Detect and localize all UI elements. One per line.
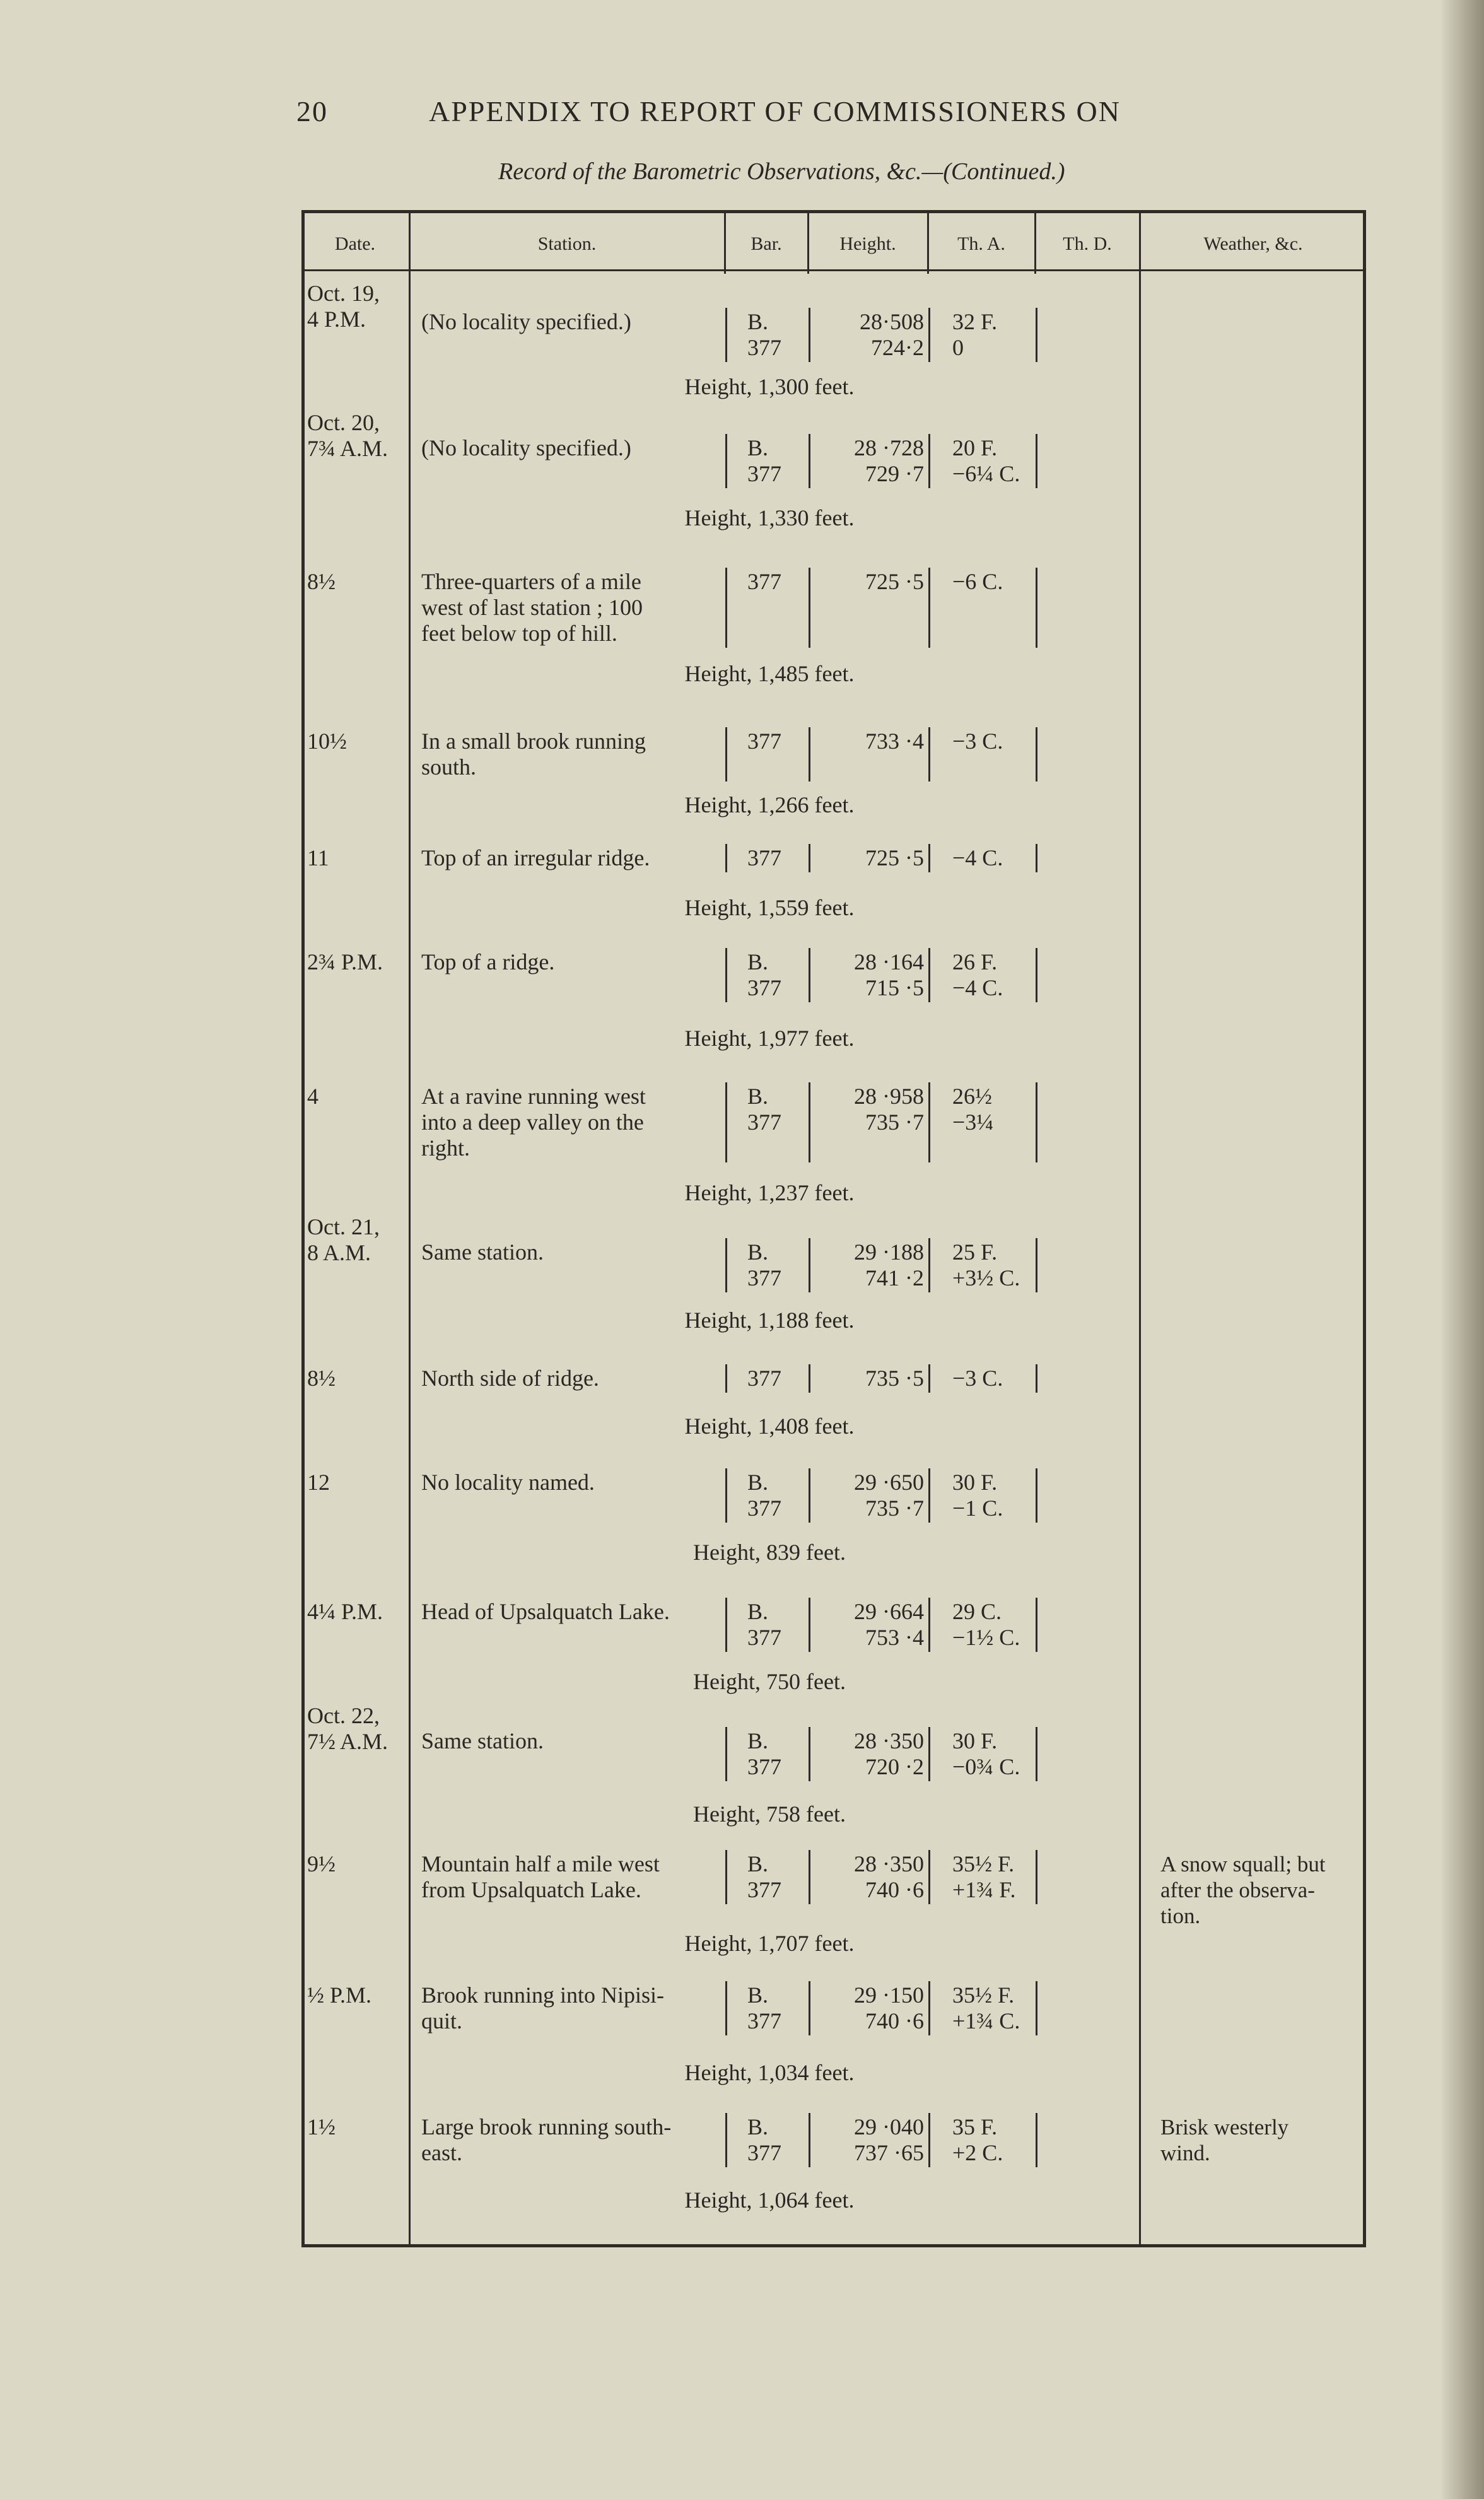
- group-rule: [1036, 2113, 1037, 2167]
- cell-bar: [747, 1728, 804, 1780]
- cell-line: wind.: [1160, 2141, 1210, 2165]
- cell-date: [307, 1470, 402, 1495]
- cell-line: 377: [747, 975, 781, 1000]
- cell-bar: [747, 1599, 804, 1651]
- column-rule-thd: [1139, 212, 1141, 2245]
- running-title: APPENDIX TO REPORT OF COMMISSIONERS ON: [429, 95, 1121, 127]
- cell-height: [828, 1851, 924, 1903]
- computed-height: Height, 1,237 feet.: [684, 1180, 855, 1205]
- cell-station: [421, 1982, 724, 2034]
- cell-bar: [747, 729, 804, 754]
- group-rule: [809, 1082, 810, 1162]
- cell-height: [828, 2114, 924, 2166]
- group-rule: [928, 1468, 930, 1523]
- cell-line: south.: [421, 754, 477, 780]
- group-rule: [809, 1727, 810, 1781]
- computed-height: Height, 1,188 feet.: [684, 1308, 855, 1333]
- group-rule: [1036, 1727, 1037, 1781]
- cell-line: −4 C.: [952, 845, 1003, 870]
- cell-line: ½ P.M.: [307, 1982, 372, 2008]
- cell-line: +3½ C.: [952, 1265, 1020, 1290]
- cell-line: A snow squall; but: [1160, 1852, 1326, 1876]
- cell-th-a: [952, 1239, 1028, 1291]
- group-rule: [725, 1468, 727, 1523]
- cell-line: At a ravine running west: [421, 1084, 646, 1109]
- cell-line: 8½: [307, 569, 336, 594]
- group-rule: [928, 2113, 930, 2167]
- cell-line: 740 ·6: [865, 2008, 924, 2034]
- group-rule: [1036, 1598, 1037, 1652]
- cell-height: [828, 1982, 924, 2034]
- group-rule: [725, 2113, 727, 2167]
- cell-line: 28 ·350: [854, 1851, 924, 1876]
- cell-line: −3¼: [952, 1109, 994, 1135]
- cell-th-a: [952, 729, 1028, 754]
- group-rule: [1036, 1238, 1037, 1292]
- group-rule: [809, 1598, 810, 1652]
- cell-date: [307, 1851, 402, 1877]
- cell-line: 7¾ A.M.: [307, 436, 389, 461]
- cell-height: [828, 1084, 924, 1135]
- group-rule: [809, 2113, 810, 2167]
- cell-line: No locality named.: [421, 1470, 595, 1495]
- cell-line: 8 A.M.: [307, 1240, 371, 1265]
- cell-line: +1¾ C.: [952, 2008, 1020, 2034]
- cell-line: B.: [747, 309, 769, 334]
- group-rule: [928, 1727, 930, 1781]
- cell-line: 28 ·350: [854, 1728, 924, 1753]
- cell-height: [828, 1599, 924, 1651]
- cell-line: 35½ F.: [952, 1851, 1015, 1876]
- cell-date: [307, 569, 402, 595]
- group-rule: [928, 568, 930, 648]
- cell-th-a: [952, 2114, 1028, 2166]
- cell-th-a: [952, 1470, 1028, 1521]
- cell-line: 720 ·2: [865, 1754, 924, 1779]
- group-rule: [725, 434, 727, 488]
- cell-line: Three-quarters of a mile: [421, 569, 641, 594]
- cell-line: feet below top of hill.: [421, 621, 617, 646]
- cell-line: 377: [747, 2140, 781, 2165]
- cell-line: In a small brook running: [421, 729, 646, 754]
- computed-height: Height, 1,330 feet.: [684, 505, 855, 530]
- cell-line: 2¾ P.M.: [307, 949, 383, 974]
- cell-bar: [747, 1982, 804, 2034]
- header-rule: [301, 269, 1366, 271]
- group-rule: [809, 308, 810, 362]
- cell-date: [307, 729, 402, 754]
- cell-line: B.: [747, 1599, 769, 1624]
- group-rule: [725, 1981, 727, 2035]
- cell-line: 741 ·2: [865, 1265, 924, 1290]
- cell-line: (No locality specified.): [421, 435, 631, 460]
- group-rule: [725, 844, 727, 872]
- cell-line: 715 ·5: [865, 975, 924, 1000]
- cell-line: Top of a ridge.: [421, 949, 555, 974]
- col-header-weather: Weather, &c.: [1203, 233, 1303, 254]
- cell-line: 12: [307, 1470, 330, 1495]
- cell-line: 737 ·65: [854, 2140, 924, 2165]
- cell-line: Top of an irregular ridge.: [421, 845, 650, 870]
- cell-line: 735 ·7: [865, 1109, 924, 1135]
- cell-line: 26½: [952, 1084, 992, 1109]
- group-rule: [809, 568, 810, 648]
- cell-line: Oct. 22,: [307, 1703, 380, 1728]
- group-rule: [928, 434, 930, 488]
- cell-bar: [747, 435, 804, 487]
- computed-height: Height, 1,707 feet.: [684, 1931, 855, 1956]
- group-rule: [809, 1850, 810, 1904]
- computed-height: Height, 758 feet.: [693, 1801, 846, 1827]
- cell-line: 4: [307, 1084, 318, 1109]
- cell-bar: [747, 1366, 804, 1391]
- cell-date: [307, 1599, 402, 1625]
- cell-line: 29 ·188: [854, 1239, 924, 1265]
- cell-th-a: [952, 309, 1028, 361]
- group-rule: [725, 1850, 727, 1904]
- group-rule: [1036, 568, 1037, 648]
- col-header-bar: Bar.: [751, 233, 782, 254]
- page-number: 20: [296, 95, 328, 127]
- computed-height: Height, 1,300 feet.: [684, 374, 855, 399]
- group-rule: [1036, 1981, 1037, 2035]
- cell-station: [421, 1851, 724, 1903]
- cell-line: 4 P.M.: [307, 307, 366, 332]
- cell-date: [307, 1703, 402, 1755]
- group-rule: [928, 844, 930, 872]
- cell-line: 29 ·664: [854, 1599, 924, 1624]
- cell-station: [421, 949, 724, 975]
- cell-station: [421, 569, 724, 647]
- cell-line: 20 F.: [952, 435, 998, 460]
- column-rule-date: [409, 212, 411, 2245]
- cell-line: 4¼ P.M.: [307, 1599, 383, 1624]
- cell-line: +1¾ F.: [952, 1877, 1016, 1902]
- cell-height: [828, 729, 924, 754]
- cell-date: [307, 1982, 402, 2008]
- group-rule: [928, 1598, 930, 1652]
- group-rule: [928, 1981, 930, 2035]
- group-rule: [725, 1082, 727, 1162]
- cell-line: −3 C.: [952, 729, 1003, 754]
- cell-station: [421, 1728, 724, 1754]
- cell-weather: [1160, 2114, 1362, 2166]
- cell-date: [307, 1214, 402, 1266]
- computed-height: Height, 1,559 feet.: [684, 895, 855, 920]
- group-rule: [1036, 727, 1037, 781]
- cell-line: 9½: [307, 1851, 336, 1876]
- cell-line: 377: [747, 1754, 781, 1779]
- computed-height: Height, 1,266 feet.: [684, 792, 855, 817]
- cell-line: 724·2: [871, 335, 924, 360]
- cell-line: Head of Upsalquatch Lake.: [421, 1599, 670, 1624]
- cell-station: [421, 1239, 724, 1265]
- cell-weather: [1160, 1851, 1362, 1929]
- group-rule: [809, 844, 810, 872]
- group-rule: [1036, 1364, 1037, 1393]
- col-header-th-d: Th. D.: [1063, 233, 1112, 254]
- computed-height: Height, 750 feet.: [693, 1669, 846, 1694]
- cell-height: [828, 569, 924, 595]
- col-header-height: Height.: [839, 233, 896, 254]
- page-gutter-shadow: [1440, 0, 1484, 2499]
- group-rule: [809, 1468, 810, 1523]
- cell-line: 377: [747, 1625, 781, 1650]
- group-rule: [928, 948, 930, 1002]
- cell-line: B.: [747, 949, 769, 974]
- group-rule: [1036, 308, 1037, 362]
- cell-station: [421, 2114, 724, 2166]
- cell-th-a: [952, 949, 1028, 1001]
- cell-line: 735 ·5: [865, 1366, 924, 1391]
- page-header: [296, 95, 1242, 139]
- col-header-station: Station.: [537, 233, 597, 254]
- cell-line: Oct. 21,: [307, 1214, 380, 1239]
- computed-height: Height, 1,408 feet.: [684, 1413, 855, 1439]
- group-rule: [725, 1238, 727, 1292]
- cell-line: 377: [747, 845, 781, 870]
- cell-line: 10½: [307, 729, 347, 754]
- cell-line: −4 C.: [952, 975, 1003, 1000]
- cell-date: [307, 281, 402, 332]
- cell-line: (No locality specified.): [421, 309, 631, 334]
- cell-line: 28 ·164: [854, 949, 924, 974]
- cell-line: Oct. 20,: [307, 410, 380, 435]
- cell-line: B.: [747, 1851, 769, 1876]
- group-rule: [928, 308, 930, 362]
- cell-line: North side of ridge.: [421, 1366, 599, 1391]
- cell-line: 29 ·040: [854, 2114, 924, 2139]
- computed-height: Height, 1,977 feet.: [684, 1026, 855, 1051]
- group-rule: [928, 1850, 930, 1904]
- group-rule: [809, 1238, 810, 1292]
- cell-line: 28·508: [860, 309, 924, 334]
- cell-height: [828, 1366, 924, 1391]
- cell-line: 725 ·5: [865, 845, 924, 870]
- computed-height: Height, 1,064 feet.: [684, 2187, 855, 2213]
- cell-bar: [747, 1084, 804, 1135]
- cell-line: 32 F.: [952, 309, 998, 334]
- group-rule: [928, 1238, 930, 1292]
- cell-height: [828, 1728, 924, 1780]
- table-caption: Record of the Barometric Observations, &c.—(Continued.): [498, 158, 1065, 185]
- cell-line: B.: [747, 1982, 769, 2008]
- cell-station: [421, 845, 724, 871]
- cell-bar: [747, 1470, 804, 1521]
- cell-line: B.: [747, 1084, 769, 1109]
- cell-line: −3 C.: [952, 1366, 1003, 1391]
- cell-line: 740 ·6: [865, 1877, 924, 1902]
- cell-line: 8½: [307, 1366, 336, 1391]
- cell-th-a: [952, 1084, 1028, 1135]
- cell-line: B.: [747, 2114, 769, 2139]
- cell-line: 11: [307, 845, 329, 870]
- cell-th-a: [952, 1366, 1028, 1391]
- group-rule: [725, 1364, 727, 1393]
- cell-line: 377: [747, 2008, 781, 2034]
- cell-bar: [747, 2114, 804, 2166]
- group-rule: [1036, 434, 1037, 488]
- cell-line: −1½ C.: [952, 1625, 1020, 1650]
- cell-line: Same station.: [421, 1728, 544, 1753]
- computed-height: Height, 1,485 feet.: [684, 661, 855, 686]
- cell-bar: [747, 1239, 804, 1291]
- cell-line: 25 F.: [952, 1239, 998, 1265]
- cell-bar: [747, 569, 804, 595]
- cell-bar: [747, 845, 804, 871]
- cell-line: from Upsalquatch Lake.: [421, 1877, 641, 1902]
- group-rule: [809, 434, 810, 488]
- group-rule: [1036, 1082, 1037, 1162]
- cell-line: 377: [747, 1109, 781, 1135]
- col-header-th-a: Th. A.: [957, 233, 1005, 254]
- cell-date: [307, 2114, 402, 2140]
- cell-line: +2 C.: [952, 2140, 1003, 2165]
- cell-line: B.: [747, 1728, 769, 1753]
- cell-height: [828, 1470, 924, 1521]
- cell-line: 35 F.: [952, 2114, 998, 2139]
- group-rule: [809, 1364, 810, 1393]
- cell-line: 26 F.: [952, 949, 998, 974]
- cell-line: 377: [747, 335, 781, 360]
- group-rule: [725, 727, 727, 781]
- cell-height: [828, 309, 924, 361]
- group-rule: [725, 1598, 727, 1652]
- cell-line: Brook running into Nipisi-: [421, 1982, 664, 2008]
- cell-date: [307, 1366, 402, 1391]
- cell-date: [307, 1084, 402, 1109]
- group-rule: [928, 1364, 930, 1393]
- cell-line: 377: [747, 569, 781, 594]
- group-rule: [928, 1082, 930, 1162]
- cell-line: east.: [421, 2140, 462, 2165]
- cell-line: 28 ·958: [854, 1084, 924, 1109]
- cell-date: [307, 410, 402, 462]
- computed-height: Height, 1,034 feet.: [684, 2060, 855, 2085]
- cell-line: B.: [747, 435, 769, 460]
- cell-line: 753 ·4: [865, 1625, 924, 1650]
- cell-line: −1 C.: [952, 1495, 1003, 1521]
- cell-line: −0¾ C.: [952, 1754, 1020, 1779]
- cell-line: quit.: [421, 2008, 463, 2034]
- cell-line: 377: [747, 461, 781, 486]
- cell-line: right.: [421, 1135, 470, 1161]
- cell-station: [421, 1084, 724, 1161]
- cell-line: 377: [747, 1495, 781, 1521]
- cell-line: 29 ·650: [854, 1470, 924, 1495]
- cell-line: 377: [747, 1265, 781, 1290]
- cell-line: 0: [952, 335, 964, 360]
- cell-line: Oct. 19,: [307, 281, 380, 306]
- cell-line: into a deep valley on the: [421, 1109, 644, 1135]
- cell-th-a: [952, 1851, 1028, 1903]
- cell-line: 29 C.: [952, 1599, 1002, 1624]
- cell-line: 377: [747, 1877, 781, 1902]
- group-rule: [725, 568, 727, 648]
- cell-height: [828, 949, 924, 1001]
- cell-line: B.: [747, 1470, 769, 1495]
- cell-station: [421, 1470, 724, 1495]
- group-rule: [928, 727, 930, 781]
- group-rule: [1036, 1850, 1037, 1904]
- cell-th-a: [952, 845, 1028, 871]
- cell-line: 1½: [307, 2114, 336, 2139]
- cell-height: [828, 1239, 924, 1291]
- cell-line: 377: [747, 729, 781, 754]
- cell-station: [421, 1366, 724, 1391]
- cell-line: Large brook running south-: [421, 2114, 672, 2139]
- cell-line: 725 ·5: [865, 569, 924, 594]
- group-rule: [1036, 1468, 1037, 1523]
- cell-line: 29 ·150: [854, 1982, 924, 2008]
- cell-line: −6¼ C.: [952, 461, 1020, 486]
- cell-line: Same station.: [421, 1239, 544, 1265]
- cell-bar: [747, 1851, 804, 1903]
- group-rule: [809, 948, 810, 1002]
- cell-line: 729 ·7: [865, 461, 924, 486]
- cell-date: [307, 949, 402, 975]
- group-rule: [809, 1981, 810, 2035]
- cell-bar: [747, 309, 804, 361]
- cell-height: [828, 845, 924, 871]
- cell-th-a: [952, 435, 1028, 487]
- cell-date: [307, 845, 402, 871]
- cell-th-a: [952, 569, 1028, 595]
- cell-line: 377: [747, 1366, 781, 1391]
- cell-line: 35½ F.: [952, 1982, 1015, 2008]
- group-rule: [725, 948, 727, 1002]
- cell-line: 735 ·7: [865, 1495, 924, 1521]
- cell-height: [828, 435, 924, 487]
- cell-bar: [747, 949, 804, 1001]
- cell-line: Mountain half a mile west: [421, 1851, 660, 1876]
- cell-line: Brisk westerly: [1160, 2115, 1289, 2139]
- group-rule: [809, 727, 810, 781]
- cell-station: [421, 1599, 724, 1625]
- cell-station: [421, 309, 724, 335]
- cell-line: 30 F.: [952, 1728, 998, 1753]
- cell-line: 28 ·728: [854, 435, 924, 460]
- cell-line: tion.: [1160, 1904, 1201, 1928]
- cell-line: 733 ·4: [865, 729, 924, 754]
- cell-line: west of last station ; 100: [421, 595, 643, 620]
- col-header-date: Date.: [334, 233, 376, 254]
- cell-line: 7½ A.M.: [307, 1729, 389, 1754]
- group-rule: [1036, 948, 1037, 1002]
- group-rule: [725, 308, 727, 362]
- cell-th-a: [952, 1728, 1028, 1780]
- cell-th-a: [952, 1982, 1028, 2034]
- cell-th-a: [952, 1599, 1028, 1651]
- cell-line: −6 C.: [952, 569, 1003, 594]
- group-rule: [725, 1727, 727, 1781]
- cell-line: B.: [747, 1239, 769, 1265]
- group-rule: [1036, 844, 1037, 872]
- cell-station: [421, 435, 724, 461]
- cell-station: [421, 729, 724, 780]
- cell-line: after the observa-: [1160, 1878, 1315, 1902]
- cell-line: 30 F.: [952, 1470, 998, 1495]
- computed-height: Height, 839 feet.: [693, 1540, 846, 1565]
